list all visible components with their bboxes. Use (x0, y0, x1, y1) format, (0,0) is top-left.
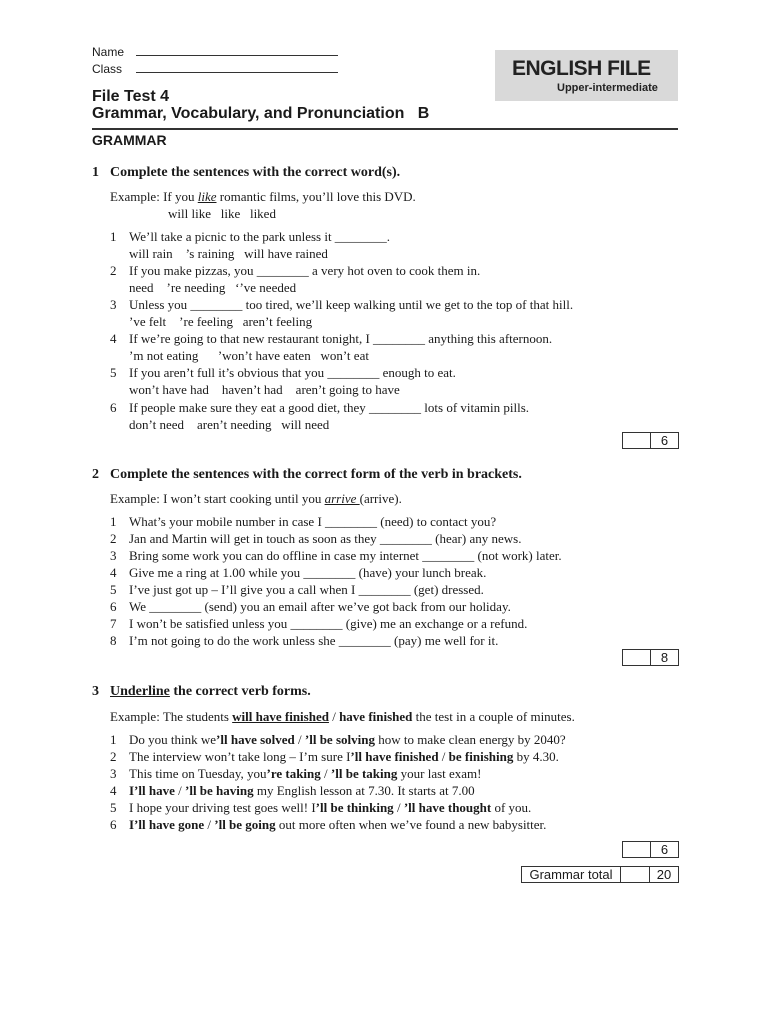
q3-item-text-after: your last exam! (397, 766, 482, 781)
q1-item-options: ’ve felt ’re feeling aren’t feeling (129, 314, 313, 329)
q1-item-number: 3 (110, 297, 117, 312)
q1-item-sentence: If you aren’t full it’s obvious that you ________ enough to eat. (129, 365, 456, 380)
q3-item-text-before: Do you think we (129, 732, 217, 747)
q1-example-answer: like (197, 189, 217, 204)
q3-example-option-2: have finished (339, 709, 413, 724)
q1-item-sentence: Unless you ________ too tired, we’ll keep walking until we get to the top of that hill. (129, 297, 574, 312)
q1-score-box (622, 432, 679, 449)
q3-item-sentence (129, 732, 566, 748)
q2-item-number: 5 (110, 582, 117, 597)
q2-item-number: 2 (110, 531, 117, 546)
q3-item-number: 4 (110, 783, 117, 798)
section-title: GRAMMAR (92, 132, 167, 148)
q2-example-suffix: (arrive). (359, 491, 402, 506)
q1-heading (92, 165, 400, 181)
q2-score-box (622, 649, 679, 666)
q3-item-option-1[interactable]: ’ll be thinking (315, 800, 394, 815)
q2-item-sentence: Bring some work you can do offline in case my internet ________ (not work) later. (129, 548, 562, 563)
q2-item-number: 4 (110, 565, 117, 580)
q3-item-text-after: my English lesson at 7.30. It starts at 7.00 (253, 783, 475, 798)
q3-item-option-1[interactable]: ’re taking (266, 766, 321, 781)
q1-item-options: need ’re needing ‘’ve needed (129, 280, 297, 295)
q3-item-text-after: out more often when we’ve found a new babysitter. (275, 817, 547, 832)
q2-item-sentence: Jan and Martin will get in touch as soon as they ________ (hear) any news. (129, 531, 522, 546)
q2-example-prefix: Example: I won’t start cooking until you (110, 491, 325, 506)
q3-example (110, 709, 575, 725)
q1-item-options: won’t have had haven’t had aren’t going to have (129, 382, 400, 397)
q3-example-option-1: will have finished (232, 709, 329, 724)
q2-item-number: 1 (110, 514, 117, 529)
q1-example-options: will like like liked (168, 206, 276, 221)
q3-item-option-2[interactable]: be finishing (448, 749, 514, 764)
q1-score-blank[interactable] (623, 433, 651, 448)
q1-item-number: 4 (110, 331, 117, 346)
grammar-total-value: 20 (656, 867, 672, 882)
q3-item-sentence (129, 817, 546, 833)
q3-example-separator: / (328, 709, 340, 724)
q2-number: 2 (92, 467, 99, 482)
q3-item-number: 6 (110, 817, 117, 832)
q2-item-number: 6 (110, 599, 117, 614)
q1-score-value: 6 (660, 433, 669, 448)
q3-example-prefix: Example: The students (110, 709, 233, 724)
q3-item-sentence (129, 749, 559, 765)
q1-item-options: ’m not eating ’won’t have eaten won’t eat (129, 348, 369, 363)
q2-item-sentence: We ________ (send) you an email after we’ve got back from our holiday. (129, 599, 511, 614)
q1-item-sentence: If we’re going to that new restaurant tonight, I ________ anything this afternoon. (129, 331, 553, 346)
q2-score-blank[interactable] (623, 650, 651, 665)
q1-item-number: 2 (110, 263, 117, 278)
grammar-total-box (521, 866, 679, 883)
q2-item-sentence: I’ve just got up – I’ll give you a call when I ________ (get) dressed. (129, 582, 484, 597)
q3-item-number: 3 (110, 766, 117, 781)
q1-example-suffix: romantic films, you’ll love this DVD. (216, 189, 416, 204)
title-divider (92, 128, 678, 130)
q1-number: 1 (92, 165, 99, 180)
class-field-row (92, 62, 338, 76)
q3-item-separator: / (393, 800, 404, 815)
brand-title: ENGLISH FILE (512, 57, 651, 80)
q3-score-box (622, 841, 679, 858)
q3-item-text-after: how to make clean energy by 2040? (374, 732, 566, 747)
q3-item-text-after: by 4.30. (513, 749, 559, 764)
q3-item-separator: / (204, 817, 215, 832)
q3-item-number: 5 (110, 800, 117, 815)
q3-item-number: 1 (110, 732, 117, 747)
q3-item-option-2[interactable]: ’ll be solving (304, 732, 375, 747)
q1-item-sentence: We’ll take a picnic to the park unless it ________. (129, 229, 391, 244)
q3-item-text-after: of you. (491, 800, 532, 815)
q3-number: 3 (92, 684, 99, 699)
q3-item-number: 2 (110, 749, 117, 764)
q3-heading (92, 684, 311, 700)
q2-item-sentence: What’s your mobile number in case I ________ (need) to contact you? (129, 514, 497, 529)
q2-example (110, 491, 402, 507)
q2-item-number: 7 (110, 616, 117, 631)
q2-score-value: 8 (660, 650, 669, 665)
test-subtitle: Grammar, Vocabulary, and Pronunciation B (92, 105, 430, 122)
q3-example-suffix: the test in a couple of minutes. (412, 709, 575, 724)
test-title: File Test 4 (92, 88, 170, 105)
q3-instruction-underlined: Underline (110, 684, 170, 699)
name-label: Name (92, 45, 125, 59)
q3-item-option-2[interactable]: ’ll be going (214, 817, 276, 832)
q3-item-separator: / (438, 749, 449, 764)
q3-item-option-1[interactable]: I’ll have (129, 783, 175, 798)
q1-item-sentence: If you make pizzas, you ________ a very hot oven to cook them in. (129, 263, 481, 278)
q3-item-text-before: The interview won’t take long – I’m sure I (129, 749, 351, 764)
q1-example (110, 189, 416, 205)
q3-item-sentence (129, 783, 475, 799)
class-label: Class (92, 62, 123, 76)
q1-item-number: 1 (110, 229, 117, 244)
q3-item-option-2[interactable]: ’ll have thought (403, 800, 492, 815)
q3-item-option-1[interactable]: ’ll have finished (350, 749, 439, 764)
q2-instruction: Complete the sentences with the correct form of the verb in brackets. (110, 467, 522, 482)
q1-item-number: 5 (110, 365, 117, 380)
name-field-row (92, 45, 338, 59)
q1-item-options: don’t need aren’t needing will need (129, 417, 330, 432)
q2-item-sentence: I won’t be satisfied unless you ________ (give) me an exchange or a refund. (129, 616, 528, 631)
q3-item-text-before: This time on Tuesday, you (129, 766, 267, 781)
brand-subtitle: Upper-intermediate (557, 82, 658, 94)
english-file-logo (495, 50, 678, 101)
q2-example-answer: arrive (324, 491, 360, 506)
q3-item-separator: / (320, 766, 331, 781)
grammar-total-blank[interactable] (621, 867, 650, 882)
q1-instruction: Complete the sentences with the correct word(s). (110, 165, 401, 180)
q3-item-text-before: I hope your driving test goes well! I (129, 800, 316, 815)
q2-item-number: 8 (110, 633, 117, 648)
q1-item-sentence: If people make sure they eat a good diet, they ________ lots of vitamin pills. (129, 400, 530, 415)
q2-item-sentence: Give me a ring at 1.00 while you ________ (have) your lunch break. (129, 565, 487, 580)
q2-item-number: 3 (110, 548, 117, 563)
q3-item-sentence (129, 766, 482, 782)
q3-score-value: 6 (660, 842, 669, 857)
q3-item-option-2[interactable]: ’ll be taking (330, 766, 398, 781)
q1-item-number: 6 (110, 400, 117, 415)
q3-score-blank[interactable] (623, 842, 651, 857)
q2-item-sentence: I’m not going to do the work unless she ________ (pay) me well for it. (129, 633, 499, 648)
class-blank[interactable] (136, 62, 338, 73)
q3-instruction-rest: the correct verb forms. (169, 684, 311, 699)
q3-item-option-1[interactable]: I’ll have gone (129, 817, 205, 832)
grammar-total-label: Grammar total (522, 867, 621, 882)
q3-item-separator: / (294, 732, 305, 747)
q1-item-options: will rain ’s raining will have rained (129, 246, 328, 261)
name-blank[interactable] (136, 45, 338, 56)
q2-heading (92, 467, 522, 483)
q3-item-sentence (129, 800, 531, 816)
q3-item-separator: / (174, 783, 185, 798)
q3-item-option-1[interactable]: ’ll have solved (216, 732, 295, 747)
q3-item-option-2[interactable]: ’ll be having (185, 783, 254, 798)
q1-example-prefix: Example: If you (110, 189, 198, 204)
